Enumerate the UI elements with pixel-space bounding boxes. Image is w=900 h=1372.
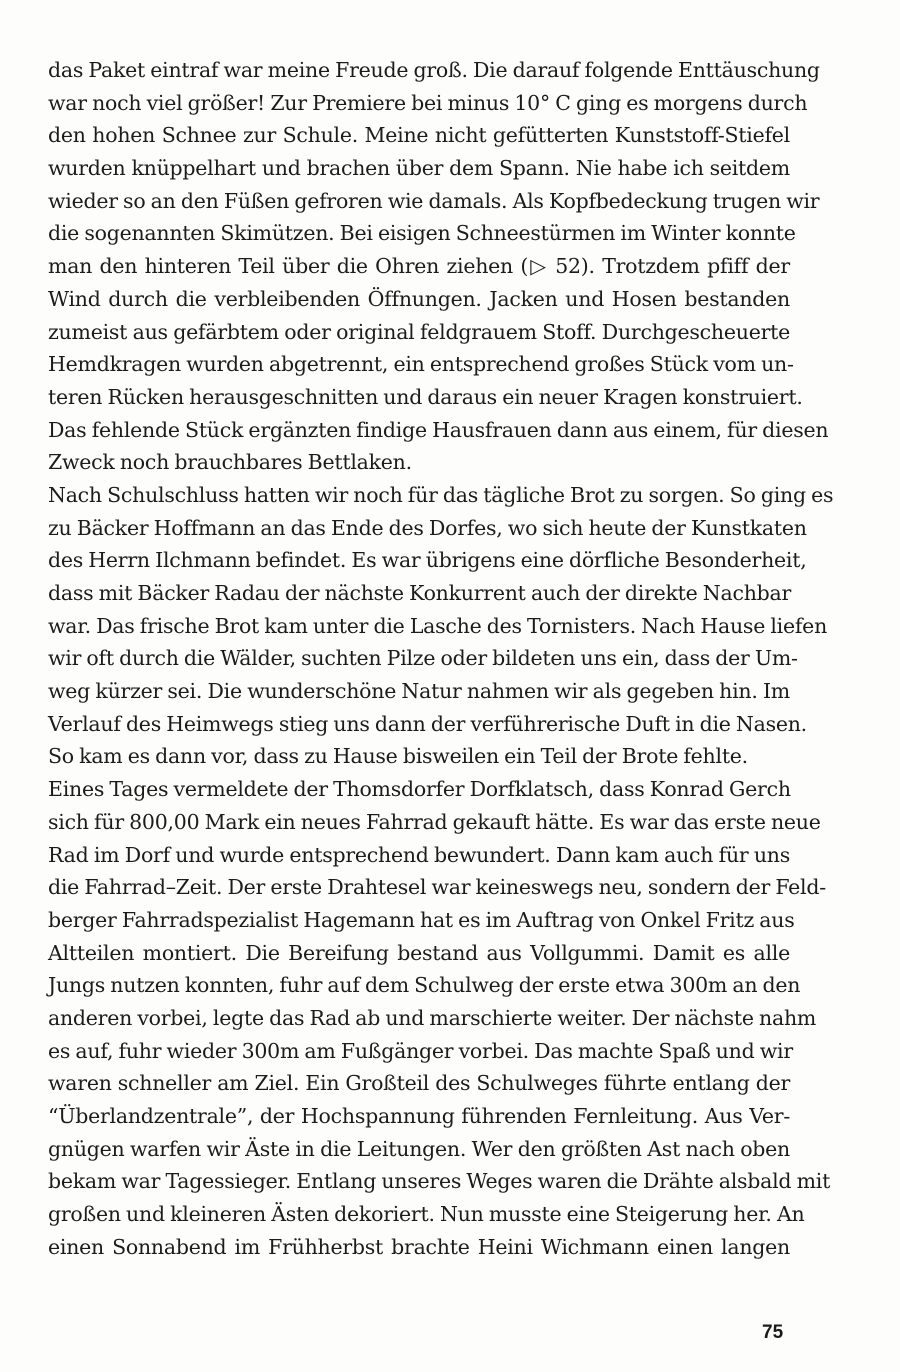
text-line: großen und kleineren Ästen dekoriert. Nun musste eine Steigerung her. An [48,1202,805,1227]
text-line: zu Bäcker Hoffmann an das Ende des Dorfes, wo sich heute der Kunstkaten [48,515,807,540]
text-line: Jungs nutzen konnten, fuhr auf dem Schulweg der erste etwa 300m an den [48,973,801,998]
text-line: Hemdkragen wurden abgetrennt, ein entsprechend großes Stück vom un- [48,352,794,377]
text-line: berger Fahrradspezialist Hagemann hat es im Auftrag von Onkel Fritz aus [48,907,795,932]
text-line: anderen vorbei, legte das Rad ab und marschierte weiter. Der nächste nahm [48,1005,817,1030]
text-line: einen Sonnabend im Frühherbst brachte Heini Wichmann einen langen [48,1234,790,1259]
text-line: wir oft durch die Wälder, suchten Pilze oder bildeten uns ein, dass der Um- [48,646,798,671]
text-line: waren schneller am Ziel. Ein Großteil des Schulweges führte entlang der [48,1071,790,1096]
page-number: 75 [762,1322,784,1343]
text-line: Wind durch die verbleibenden Öffnungen. Jacken und Hosen bestanden [48,286,790,311]
text-line: Altteilen montiert. Die Bereifung bestand aus Vollgummi. Damit es alle [48,940,790,965]
text-line: “Überlandzentrale”, der Hochspannung führenden Fernleitung. Aus Ver- [48,1104,790,1128]
text-line: war. Das frische Brot kam unter die Lasche des Tornisters. Nach Hause liefen [48,613,828,638]
text-line: war noch viel größer! Zur Premiere bei minus 10° C ging es morgens durch [48,90,808,115]
text-line: es auf, fuhr wieder 300m am Fußgänger vorbei. Das machte Spaß und wir [48,1038,793,1063]
text-line: Nach Schulschluss hatten wir noch für das tägliche Brot zu sorgen. So ging es [48,482,834,507]
text-line: man den hinteren Teil über die Ohren ziehen (▷ 52). Trotzdem pfiff der [48,254,790,279]
text-line: Zweck noch brauchbares Bettlaken. [48,450,412,475]
text-line: weg kürzer sei. Die wunderschöne Natur nahmen wir als gegeben hin. Im [48,679,790,704]
body-text [48,54,834,1263]
text-line: die Fahrrad–Zeit. Der erste Drahtesel war keineswegs neu, sondern der Feld- [48,875,826,900]
text-line: zumeist aus gefärbtem oder original feldgrauem Stoff. Durchgescheuerte [48,319,790,344]
text-line: bekam war Tagessieger. Entlang unseres Weges waren die Drähte alsbald mit [48,1169,831,1194]
text-line: wieder so an den Füßen gefroren wie damals. Als Kopfbedeckung trugen wir [48,188,820,213]
text-line: das Paket eintraf war meine Freude groß. Die darauf folgende Enttäuschung [48,58,820,82]
text-line: Eines Tages vermeldete der Thomsdorfer Dorfklatsch, dass Konrad Gerch [48,777,791,802]
text-line: die sogenannten Skimützen. Bei eisigen Schneestürmen im Winter konnte [48,221,796,246]
text-line: wurden knüppelhart und brachen über dem Spann. Nie habe ich seitdem [48,156,790,181]
text-line: So kam es dann vor, dass zu Hause bisweilen ein Teil der Brote fehlte. [48,744,748,769]
text-line: den hohen Schnee zur Schule. Meine nicht gefütterten Kunststoff-Stiefel [48,123,790,148]
text-line: sich für 800,00 Mark ein neues Fahrrad gekauft hätte. Es war das erste neue [48,809,821,834]
text-line: Rad im Dorf und wurde entsprechend bewundert. Dann kam auch für uns [48,842,790,867]
text-line: Verlauf des Heimwegs stieg uns dann der verführerische Duft in die Nasen. [48,711,807,736]
text-line: des Herrn Ilchmann befindet. Es war übrigens eine dörfliche Besonderheit, [48,548,807,573]
text-line: dass mit Bäcker Radau der nächste Konkurrent auch der direkte Nachbar [48,581,792,605]
text-line: teren Rücken herausgeschnitten und daraus ein neuer Kragen konstruiert. [48,384,803,409]
text-line: gnügen warfen wir Äste in die Leitungen. Wer den größten Ast nach oben [48,1136,790,1161]
text-line: Das fehlende Stück ergänzten findige Hausfrauen dann aus einem, für diesen [48,417,829,442]
